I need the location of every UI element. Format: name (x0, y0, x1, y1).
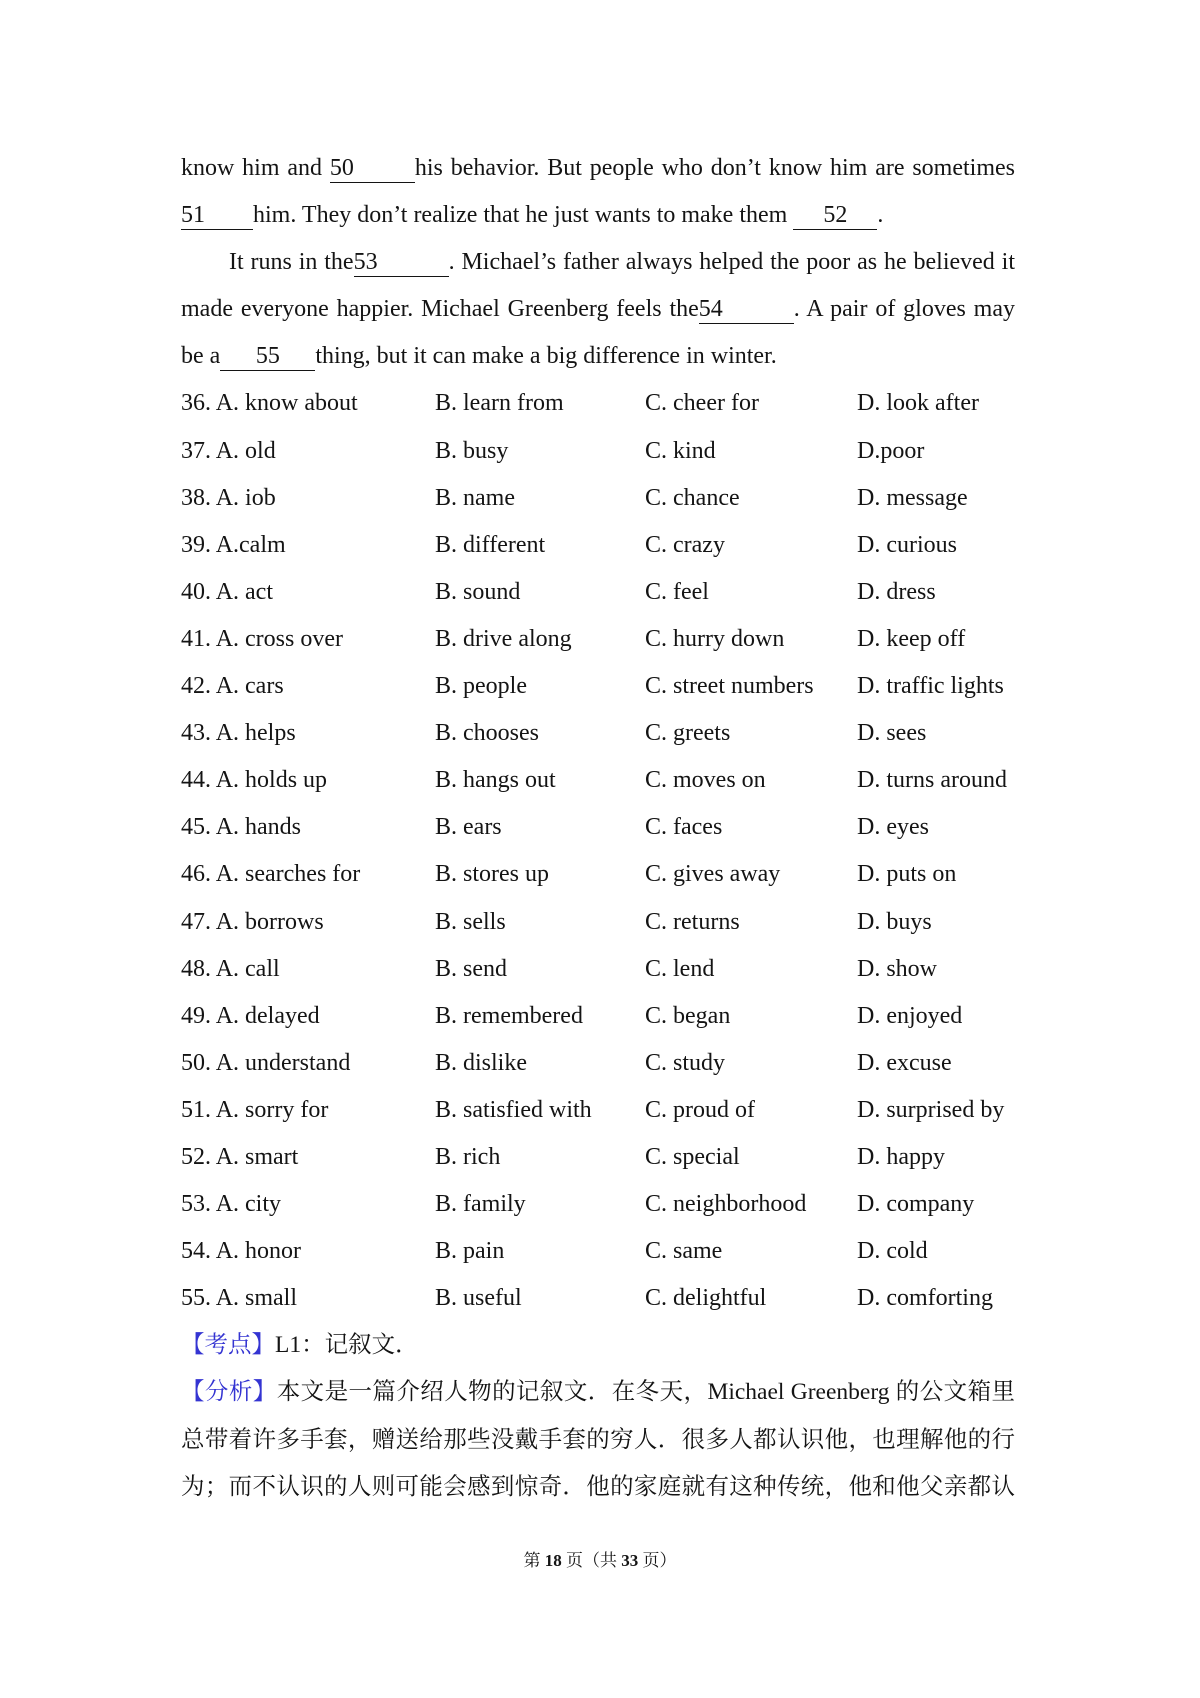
option-a: A. cross over (215, 625, 343, 652)
option-d: D. curious (857, 531, 957, 558)
option-a: A. borrows (215, 908, 324, 935)
option-row (181, 1087, 1015, 1134)
option-row (181, 710, 1015, 757)
passage-text: made everyone happier. Michael Greenberg feels the (181, 296, 699, 323)
option-b: B. stores up (435, 861, 549, 888)
option-b: B. learn from (435, 390, 564, 417)
option-d: D. enjoyed (857, 1002, 963, 1029)
option-a: A. delayed (215, 1002, 320, 1029)
footer-page-number: 18 (544, 1551, 562, 1570)
fenxi-text: 为；而不认识的人则可能会感到惊奇．他的家庭就有这种传统，他和他父亲都认 (181, 1473, 1015, 1500)
option-c: C. street numbers (645, 673, 814, 700)
option-d: D. excuse (857, 1049, 952, 1076)
passage-line-2 (181, 192, 1015, 239)
fenxi-line-2 (181, 1417, 1015, 1464)
passage-line-1 (181, 145, 1015, 192)
option-c: C. same (645, 1238, 723, 1265)
option-a: A. iob (215, 484, 276, 511)
option-c: C. gives away (645, 861, 781, 888)
option-row (181, 1228, 1015, 1275)
option-a-cell (181, 616, 435, 663)
blank-52: 52 (793, 202, 877, 230)
question-number: 52. (181, 1143, 211, 1170)
option-a: A. smart (215, 1143, 299, 1170)
option-b: B. dislike (435, 1049, 528, 1076)
option-d: D. look after (857, 390, 979, 417)
question-number: 44. (181, 767, 211, 794)
option-b: B. pain (435, 1238, 505, 1265)
kaodian-line (181, 1322, 1015, 1369)
option-row (181, 804, 1015, 851)
option-row (181, 899, 1015, 946)
option-b: B. chooses (435, 720, 539, 747)
option-row (181, 1040, 1015, 1087)
option-a: A. honor (215, 1238, 302, 1265)
option-a: A. understand (215, 1049, 351, 1076)
option-d: D. company (857, 1191, 975, 1218)
fenxi-text: 本文是一篇介绍人物的记叙文．在冬天，Michael Greenberg 的公文箱里 (276, 1379, 1016, 1406)
option-a-cell (181, 757, 435, 804)
option-row (181, 616, 1015, 663)
option-a-cell (181, 475, 435, 522)
option-row (181, 1181, 1015, 1228)
option-a-cell (181, 899, 435, 946)
options-list (181, 380, 1015, 1322)
question-number: 36. (181, 390, 211, 417)
question-number: 50. (181, 1049, 211, 1076)
option-a-cell (181, 804, 435, 851)
passage-text: know him and (181, 155, 330, 181)
option-d: D. comforting (857, 1285, 993, 1312)
option-a-cell (181, 1040, 435, 1087)
option-a: A. small (215, 1285, 298, 1312)
text-column (181, 145, 1015, 1511)
option-d: D. dress (857, 578, 936, 605)
option-d: D. cold (857, 1238, 928, 1265)
option-d: D. sees (857, 720, 927, 747)
option-c: C. moves on (645, 767, 766, 794)
option-b: B. useful (435, 1285, 522, 1312)
option-c: C. feel (645, 578, 709, 605)
question-number: 54. (181, 1238, 211, 1265)
option-c: C. crazy (645, 531, 725, 558)
option-c: C. neighborhood (645, 1191, 807, 1218)
question-number: 46. (181, 861, 211, 888)
option-c: C. proud of (645, 1096, 755, 1123)
option-c: C. returns (645, 908, 740, 935)
question-number: 41. (181, 625, 211, 652)
question-number: 55. (181, 1285, 211, 1312)
passage-text: thing, but it can make a big difference in winter. (315, 343, 777, 370)
passage-text: his behavior. But people who don’t know him are sometimes (414, 155, 1015, 181)
option-b: B. send (435, 955, 507, 982)
question-number: 37. (181, 437, 211, 464)
option-c: C. kind (645, 437, 716, 464)
blank-50: 50 (330, 155, 415, 183)
option-row (181, 663, 1015, 710)
option-row (181, 380, 1015, 427)
option-d: D. show (857, 955, 938, 982)
option-row (181, 851, 1015, 898)
kaodian-text: L1：记叙文． (275, 1332, 419, 1359)
question-number: 39. (181, 531, 211, 558)
blank-53: 53 (354, 249, 449, 277)
option-a-cell (181, 663, 435, 710)
fenxi-text: 总带着许多手套，赠送给那些没戴手套的穷人．很多人都认识他，也理解他的行 (181, 1426, 1015, 1453)
option-a-cell (181, 1134, 435, 1181)
passage-line-4 (181, 286, 1015, 333)
footer-suffix: 页） (642, 1551, 677, 1570)
option-c: C. lend (645, 955, 715, 982)
option-b: B. different (435, 531, 546, 558)
option-a: A. know about (215, 390, 358, 417)
option-b: B. drive along (435, 625, 572, 652)
option-a-cell (181, 851, 435, 898)
option-b: B. satisfied with (435, 1096, 592, 1123)
passage-line-3 (181, 239, 1015, 286)
option-d: D.poor (857, 437, 925, 464)
option-b: B. hangs out (435, 767, 556, 794)
option-a-cell (181, 1275, 435, 1322)
option-b: B. people (435, 673, 527, 700)
footer-prefix: 第 (523, 1551, 541, 1570)
option-d: D. happy (857, 1143, 945, 1170)
option-a-cell (181, 569, 435, 616)
option-a: A. call (215, 955, 280, 982)
option-d: D. eyes (857, 814, 929, 841)
kaodian-label: 【考点】 (181, 1332, 275, 1359)
passage-text: It runs in the (229, 249, 354, 276)
option-d: D. keep off (857, 625, 966, 652)
question-number: 42. (181, 673, 211, 700)
question-number: 43. (181, 720, 211, 747)
blank-55: 55 (220, 343, 315, 371)
option-row (181, 1275, 1015, 1322)
option-row (181, 946, 1015, 993)
option-d: D. message (857, 484, 968, 511)
passage-text: . (877, 202, 884, 229)
option-d: D. surprised by (857, 1096, 1005, 1123)
option-a-cell (181, 1087, 435, 1134)
option-b: B. remembered (435, 1002, 583, 1029)
option-a: A. cars (215, 673, 284, 700)
option-a-cell (181, 1181, 435, 1228)
option-a: A. searches for (215, 861, 361, 888)
question-number: 45. (181, 814, 211, 841)
question-number: 40. (181, 578, 211, 605)
footer-total-pages: 33 (621, 1551, 639, 1570)
blank-54: 54 (699, 296, 794, 324)
passage-text: . Michael’s father always helped the poor as he believed it (448, 249, 1015, 276)
option-a-cell (181, 428, 435, 475)
passage-text: . A pair of gloves may (793, 296, 1015, 323)
option-a: A. city (215, 1191, 282, 1218)
option-b: B. sound (435, 578, 521, 605)
option-c: C. hurry down (645, 625, 785, 652)
option-c: C. faces (645, 814, 723, 841)
option-a: A. sorry for (215, 1096, 329, 1123)
option-a-cell (181, 710, 435, 757)
option-row (181, 1134, 1015, 1181)
option-a: A. hands (215, 814, 302, 841)
option-row (181, 475, 1015, 522)
footer-middle: 页（共 (566, 1551, 617, 1570)
question-number: 53. (181, 1191, 211, 1218)
option-b: B. busy (435, 437, 509, 464)
option-a: A. helps (215, 720, 296, 747)
option-c: C. greets (645, 720, 731, 747)
option-a: A.calm (215, 531, 286, 558)
option-d: D. buys (857, 908, 932, 935)
option-b: B. sells (435, 908, 506, 935)
page-footer (0, 1549, 1200, 1573)
question-number: 48. (181, 955, 211, 982)
option-d: D. traffic lights (857, 673, 1004, 700)
option-a: A. old (215, 437, 276, 464)
option-row (181, 428, 1015, 475)
option-a-cell (181, 522, 435, 569)
passage-line-5 (181, 333, 1015, 380)
option-b: B. name (435, 484, 515, 511)
option-a: A. holds up (215, 767, 328, 794)
blank-51: 51 (181, 202, 253, 230)
option-a-cell (181, 993, 435, 1040)
option-d: D. puts on (857, 861, 957, 888)
option-c: C. study (645, 1049, 726, 1076)
question-number: 51. (181, 1096, 211, 1123)
option-d: D. turns around (857, 767, 1007, 794)
option-a-cell (181, 946, 435, 993)
option-row (181, 569, 1015, 616)
option-row (181, 757, 1015, 804)
fenxi-line-1 (181, 1369, 1015, 1416)
option-a: A. act (215, 578, 273, 605)
option-b: B. rich (435, 1143, 501, 1170)
option-row (181, 993, 1015, 1040)
option-c: C. chance (645, 484, 740, 511)
passage-text: be a (181, 343, 221, 370)
question-number: 38. (181, 484, 211, 511)
option-b: B. ears (435, 814, 502, 841)
passage-text: him. They don’t realize that he just wants to make them (253, 202, 794, 229)
option-c: C. delightful (645, 1285, 767, 1312)
fenxi-label: 【分析】 (181, 1379, 277, 1406)
option-c: C. special (645, 1143, 740, 1170)
fenxi-line-3 (181, 1464, 1015, 1511)
option-row (181, 522, 1015, 569)
question-number: 49. (181, 1002, 211, 1029)
option-b: B. family (435, 1191, 526, 1218)
question-number: 47. (181, 908, 211, 935)
option-a-cell (181, 380, 435, 427)
option-c: C. began (645, 1002, 731, 1029)
option-c: C. cheer for (645, 390, 759, 417)
option-a-cell (181, 1228, 435, 1275)
